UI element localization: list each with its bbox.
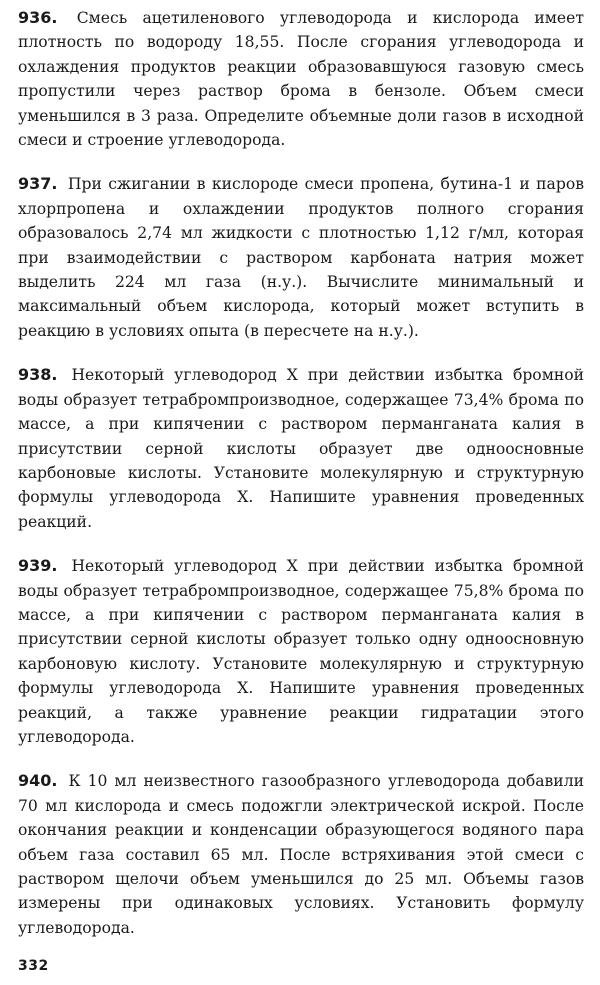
problem-938	[18, 363, 584, 534]
problem-text: К 10 мл неизвестного газообразного углеводорода добавили 70 мл кислорода и смесь подожгли электрической искрой. После окончания реакции и конденсации образующегося водяного пара объем газа составил 65 мл. После встряхивания этой смеси с раствором щелочи объем уменьшился до 25 мл. Объемы газов измерены при одинаковых условиях. Установить формулу углеводорода.	[18, 772, 584, 937]
page-content	[18, 6, 584, 940]
problem-number: 939.	[18, 556, 58, 576]
problem-940	[18, 769, 584, 940]
problem-number: 937.	[18, 174, 58, 194]
problem-936	[18, 6, 584, 152]
problem-939	[18, 554, 584, 749]
problem-937	[18, 172, 584, 343]
page-number: 332	[18, 958, 49, 974]
problem-number: 940.	[18, 771, 58, 791]
problem-number: 938.	[18, 365, 58, 385]
problem-text: Некоторый углеводород X при действии избытка бромной воды образует тетрабромпроизводное, содержащее 75,8% брома по массе, а при кипячении с раствором перманганата калия в присутствии серной кислоты образует только одну одноосновную карбоновую кислоту. Установите молекулярную и структурную формулы углеводорода X. Напишите уравнения проведенных реакций, а также уравнение реакции гидратации этого углеводорода.	[18, 557, 585, 746]
problem-number: 936.	[18, 8, 58, 27]
problem-text: Некоторый углеводород X при действии избытка бромной воды образует тетрабромпроизводное, содержащее 73,4% брома по массе, а при кипячении с раствором перманганата калия в присутствии серной кислоты образует две одноосновные карбоновые кислоты. Установите молекулярную и структурную формулы углеводорода X. Напишите уравнения проведенных реакций.	[18, 366, 585, 531]
problem-text: Смесь ацетиленового углеводорода и кислорода имеет плотность по водороду 18,55. После сгорания углеводорода и охлаждения продуктов реакции образовавшуюся газовую смесь пропустили через раствор брома в бензоле. Объем смеси уменьшился в 3 раза. Определите объемные доли газов в исходной смеси и строение углеводорода.	[18, 9, 584, 150]
problem-text: При сжигании в кислороде смеси пропена, бутина-1 и паров хлорпропена и охлаждении продуктов полного сгорания образовалось 2,74 мл жидкости с плотностью 1,12 г/мл, которая при взаимодействии с раствором карбоната натрия может выделить 224 мл газа (н.у.). Вычислите минимальный и максимальный объем кислорода, который может вступить в реакцию в условиях опыта (в пересчете на н.у.).	[18, 175, 584, 340]
